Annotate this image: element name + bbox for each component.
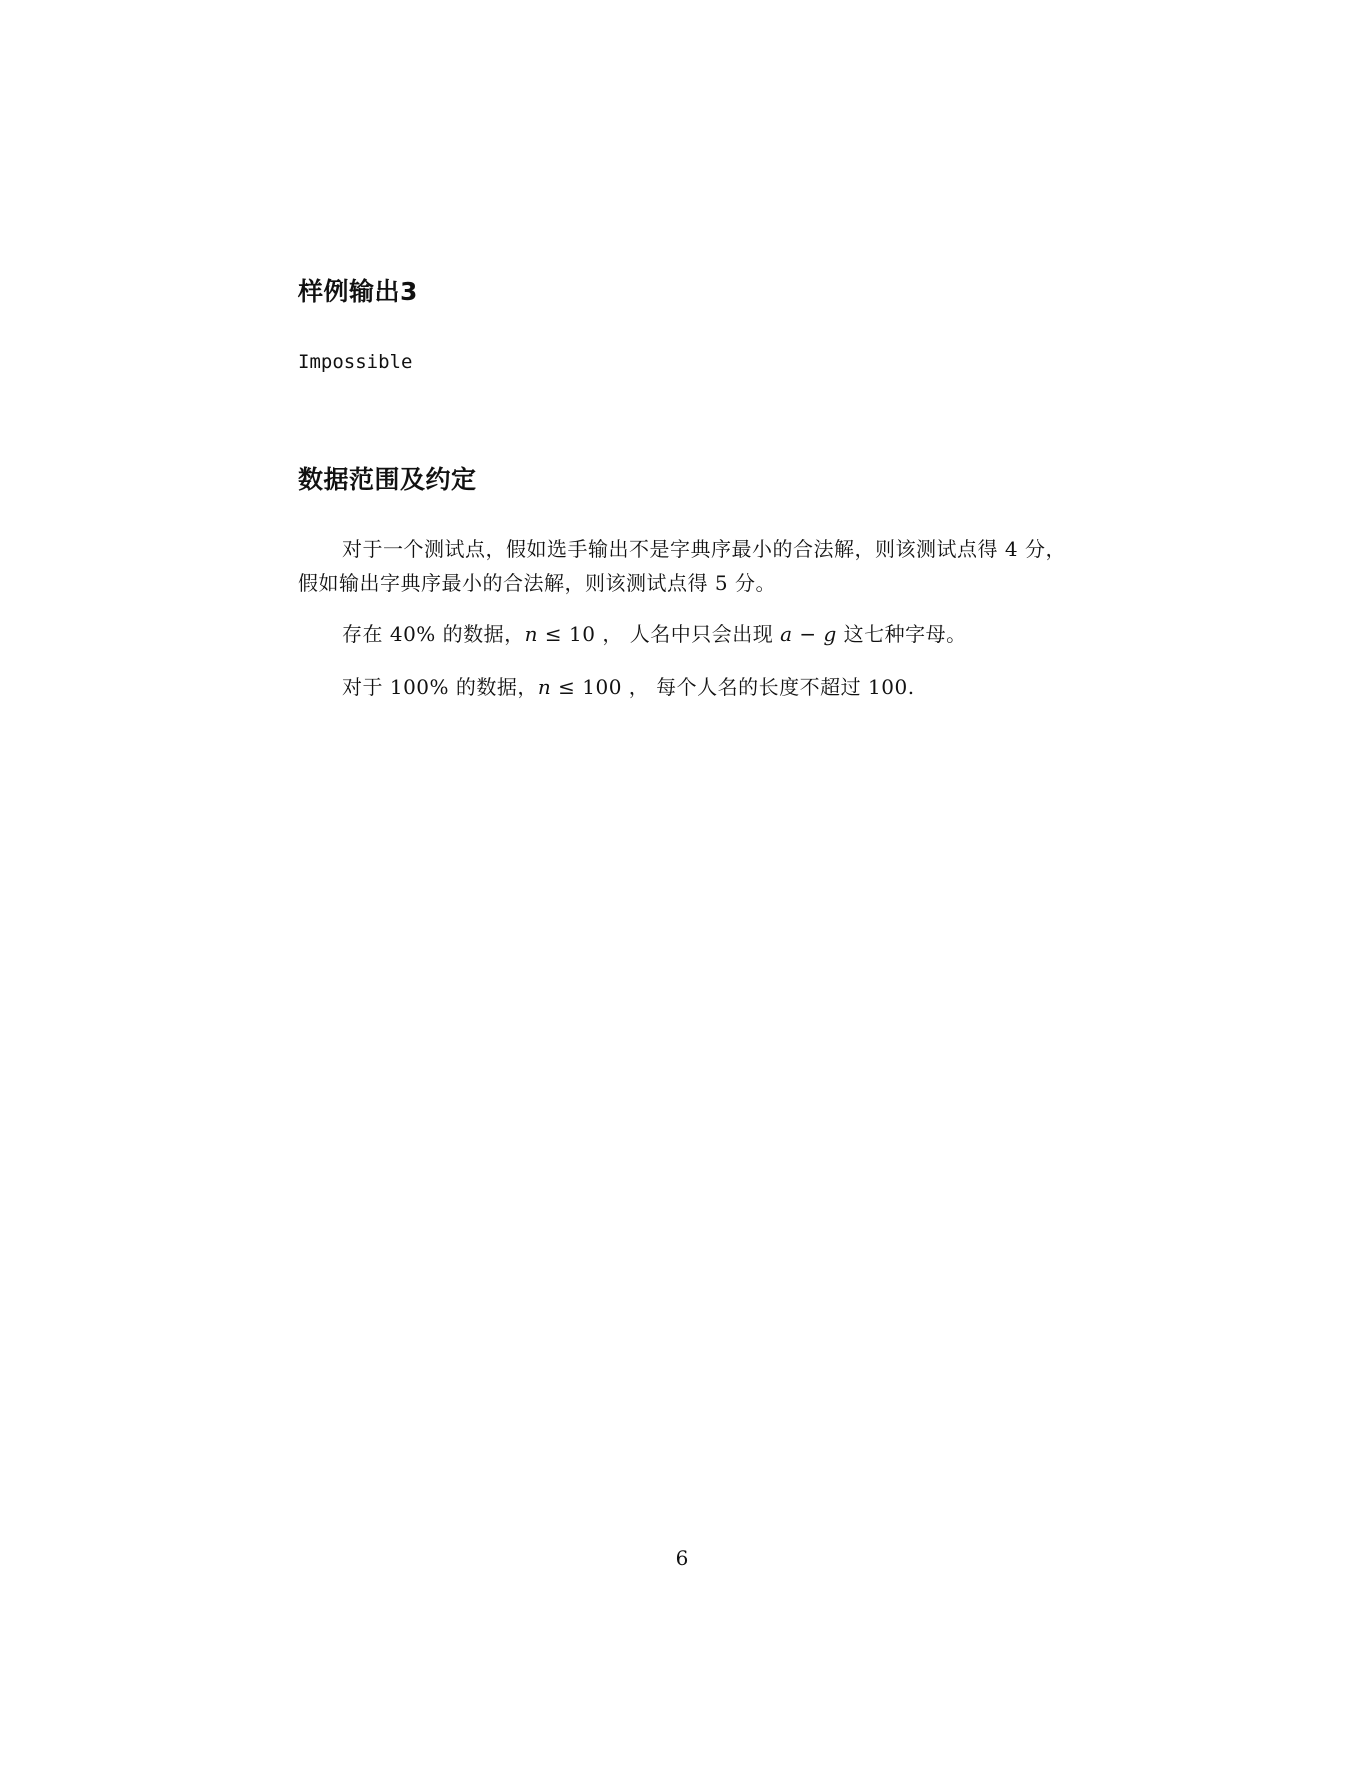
math-variable-n: n bbox=[537, 675, 552, 699]
paragraph-100-percent bbox=[298, 670, 1068, 704]
math-variable-n: n bbox=[524, 622, 539, 646]
paragraph-100-text-after: ≤ 100 ， 每个人名的长度不超过 100. bbox=[551, 675, 915, 699]
section-heading-data-range: 数据范围及约定 bbox=[298, 465, 477, 494]
page-number: 6 bbox=[675, 1546, 689, 1570]
paragraph-40-text-before: 存在 40% 的数据， bbox=[342, 622, 525, 646]
paragraph-100-text-before: 对于 100% 的数据， bbox=[342, 675, 538, 699]
paragraph-40-middle: ≤ 10 ， 人名中只会出现 bbox=[538, 622, 781, 646]
paragraph-scoring-text: 对于一个测试点，假如选手输出不是字典序最小的合法解，则该测试点得 4 分，假如输出字典序最小的合法解，则该测试点得 5 分。 bbox=[298, 537, 1066, 595]
paragraph-scoring bbox=[298, 532, 1068, 600]
math-letter-range: a − g bbox=[780, 622, 837, 646]
section-heading-sample-output-3: 样例输出3 bbox=[298, 277, 418, 306]
sample-output-code: Impossible bbox=[298, 351, 413, 373]
paragraph-40-percent bbox=[298, 617, 1068, 651]
paragraph-40-text-after: 这七种字母。 bbox=[836, 622, 967, 646]
